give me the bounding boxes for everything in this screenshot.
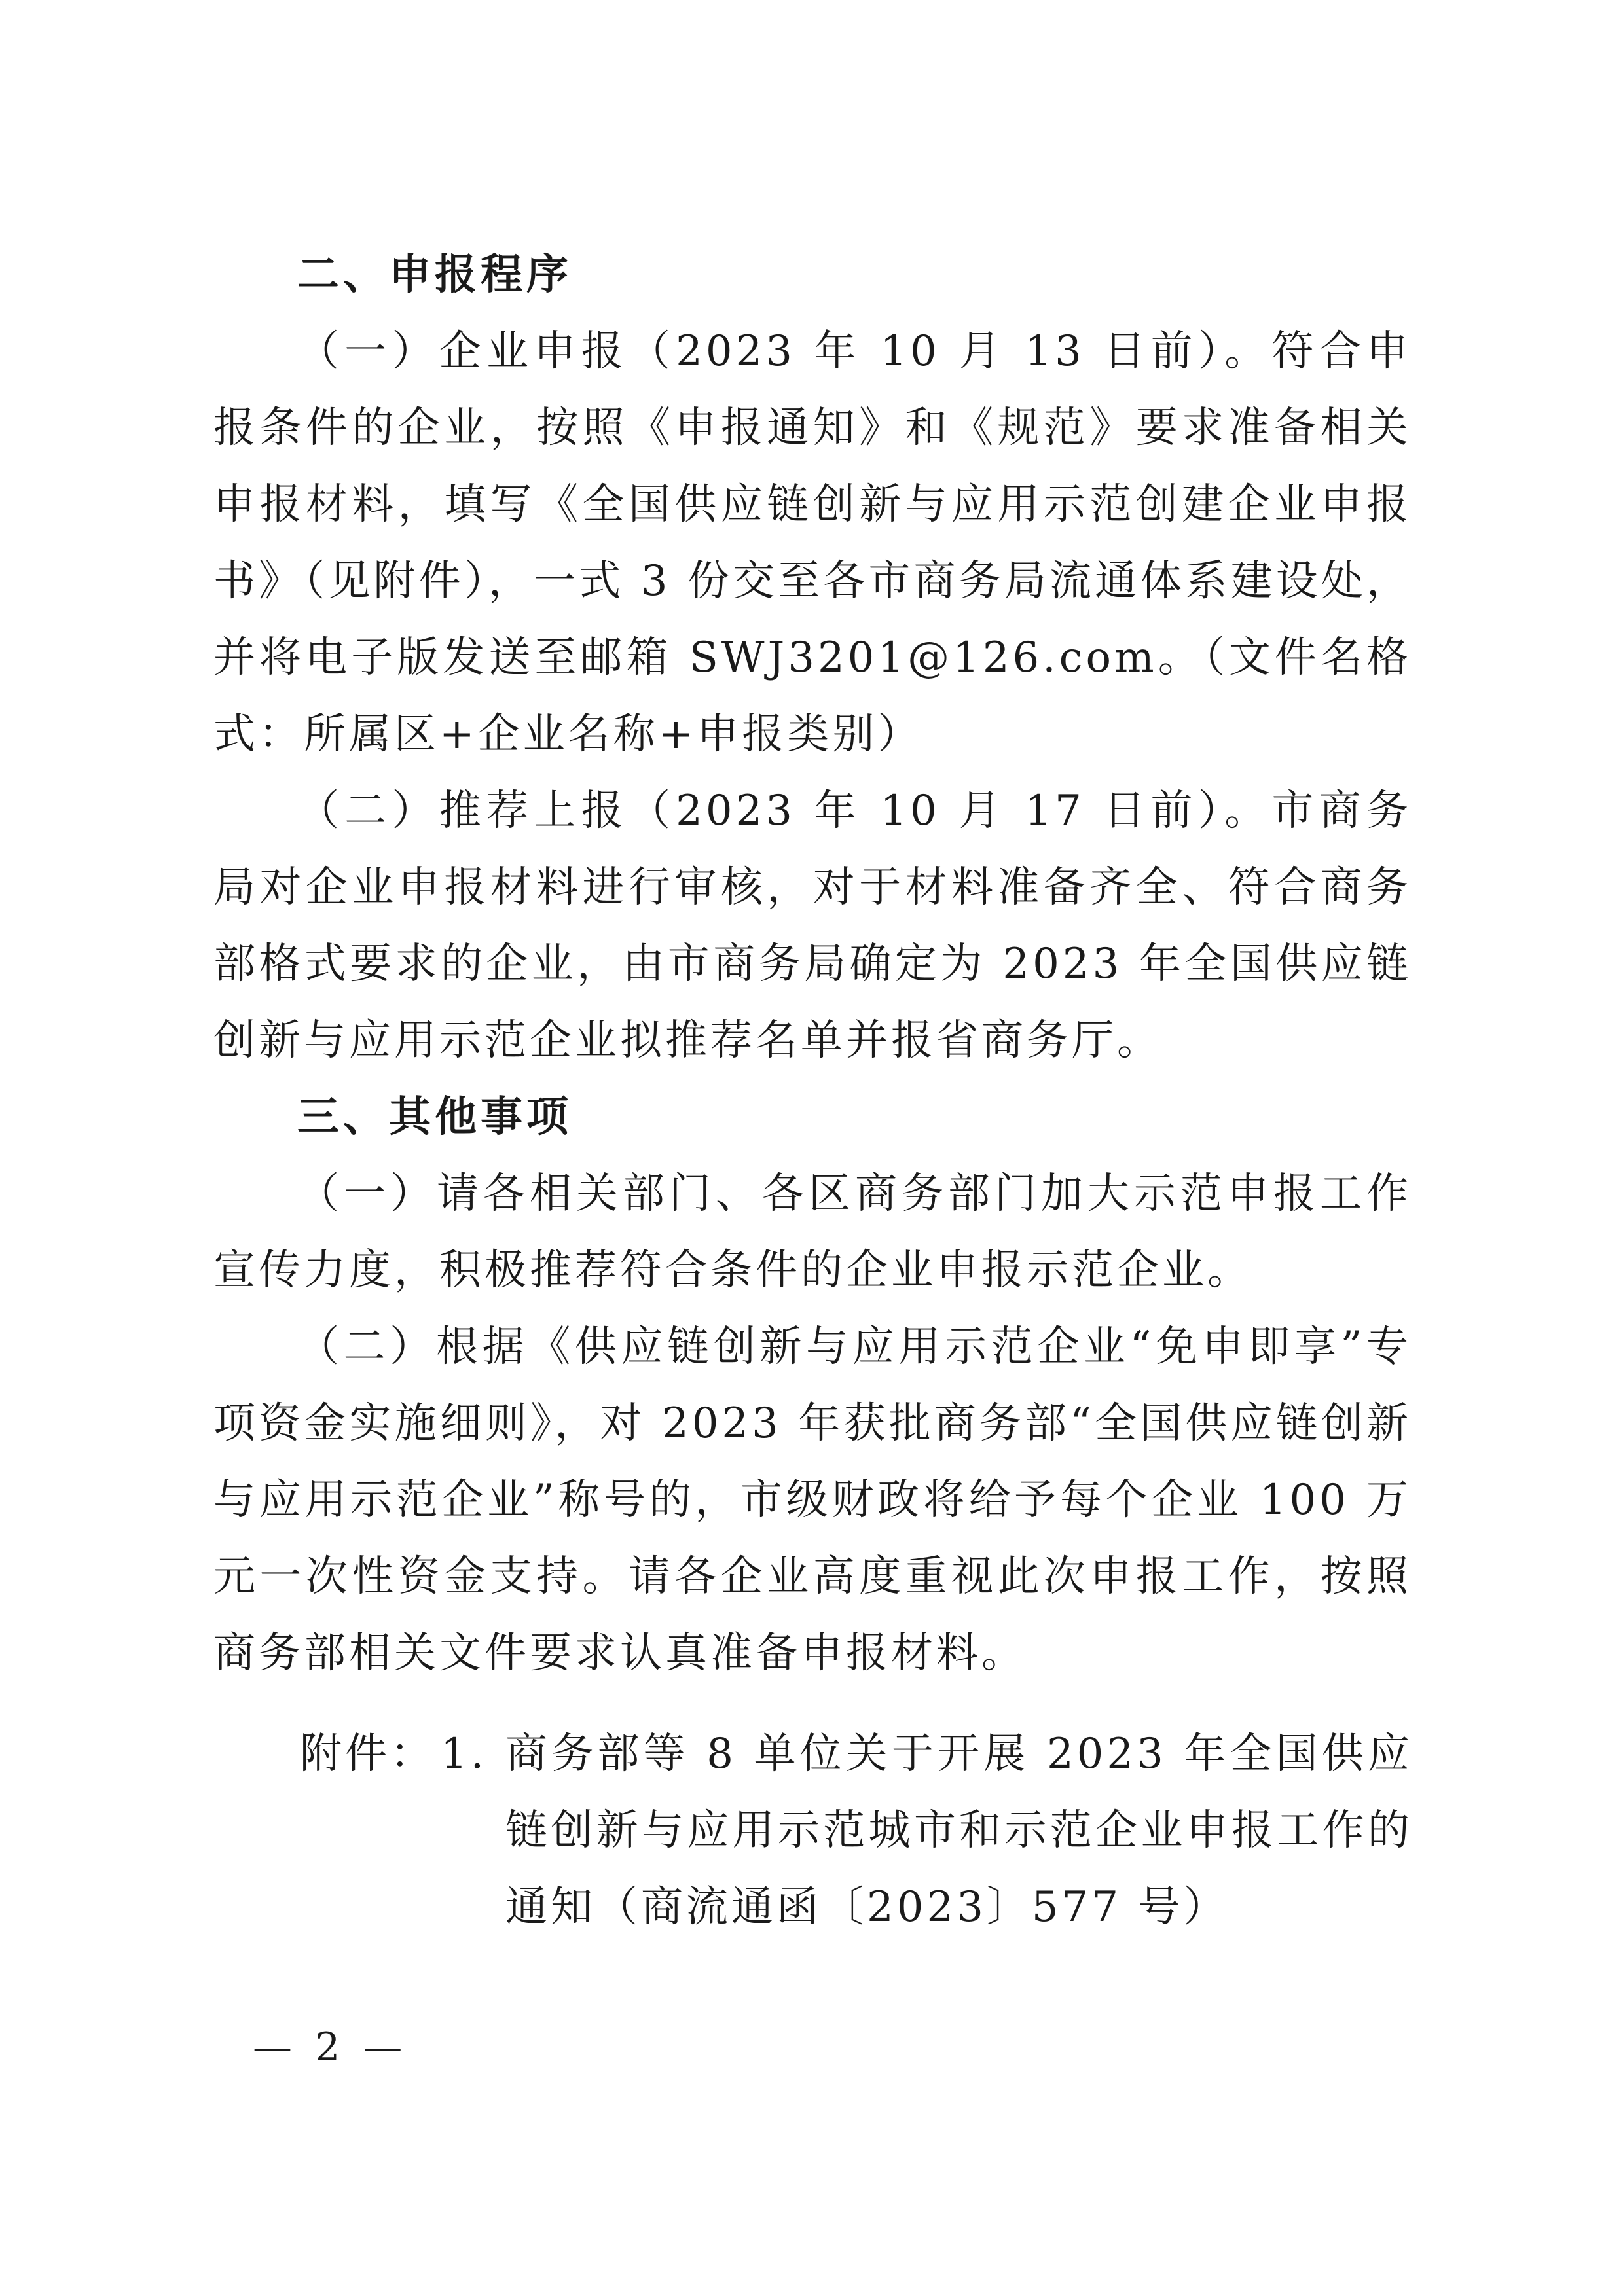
section-heading-procedure: 二、申报程序 [297,251,572,299]
attachment-title: 商务部等 8 单位关于开展 2023 年全国供应链创新与应用示范城市和示范企业申报工作的通知（商流通函〔2023〕577 号） [505,1730,1413,1931]
page-number: — 2 — [253,2024,408,2070]
section-heading-other-matters: 三、其他事项 [297,1093,572,1141]
attachment-block [300,1716,1413,1946]
paragraph-enterprise-application: （一）企业申报（2023 年 10 月 13 日前）。符合申报条件的企业，按照《申报通知》和《规范》要求准备相关申报材料，填写《全国供应链创新与应用示范创建企业申报书》（见附件），一式 3 份交至各市商务局流通体系建设处，并将电子版发送至邮箱 SWJ3201@126.com。（文件名格式：所属区+企业名称+申报类别） [213,327,1412,759]
attachment-number: 1. [441,1730,488,1778]
document-body [213,237,1412,1692]
paragraph-publicity: （一）请各相关部门、各区商务部门加大示范申报工作宣传力度，积极推荐符合条件的企业申报示范企业。 [213,1170,1412,1295]
paragraph-recommendation: （二）推荐上报（2023 年 10 月 17 日前）。市商务局对企业申报材料进行审核，对于材料准备齐全、符合商务部格式要求的企业，由市商务局确定为 2023 年全国供应链创新与应用示范企业拟推荐名单并报省商务厅。 [213,787,1412,1065]
paragraph-funding-support: （二）根据《供应链创新与应用示范企业“免申即享”专项资金实施细则》，对 2023 年获批商务部“全国供应链创新与应用示范企业”称号的，市级财政将给予每个企业 100 万元一次性资金支持。请各企业高度重视此次申报工作，按照商务部相关文件要求认真准备申报材料。 [213,1323,1412,1677]
attachment-label: 附件： [300,1730,435,1778]
